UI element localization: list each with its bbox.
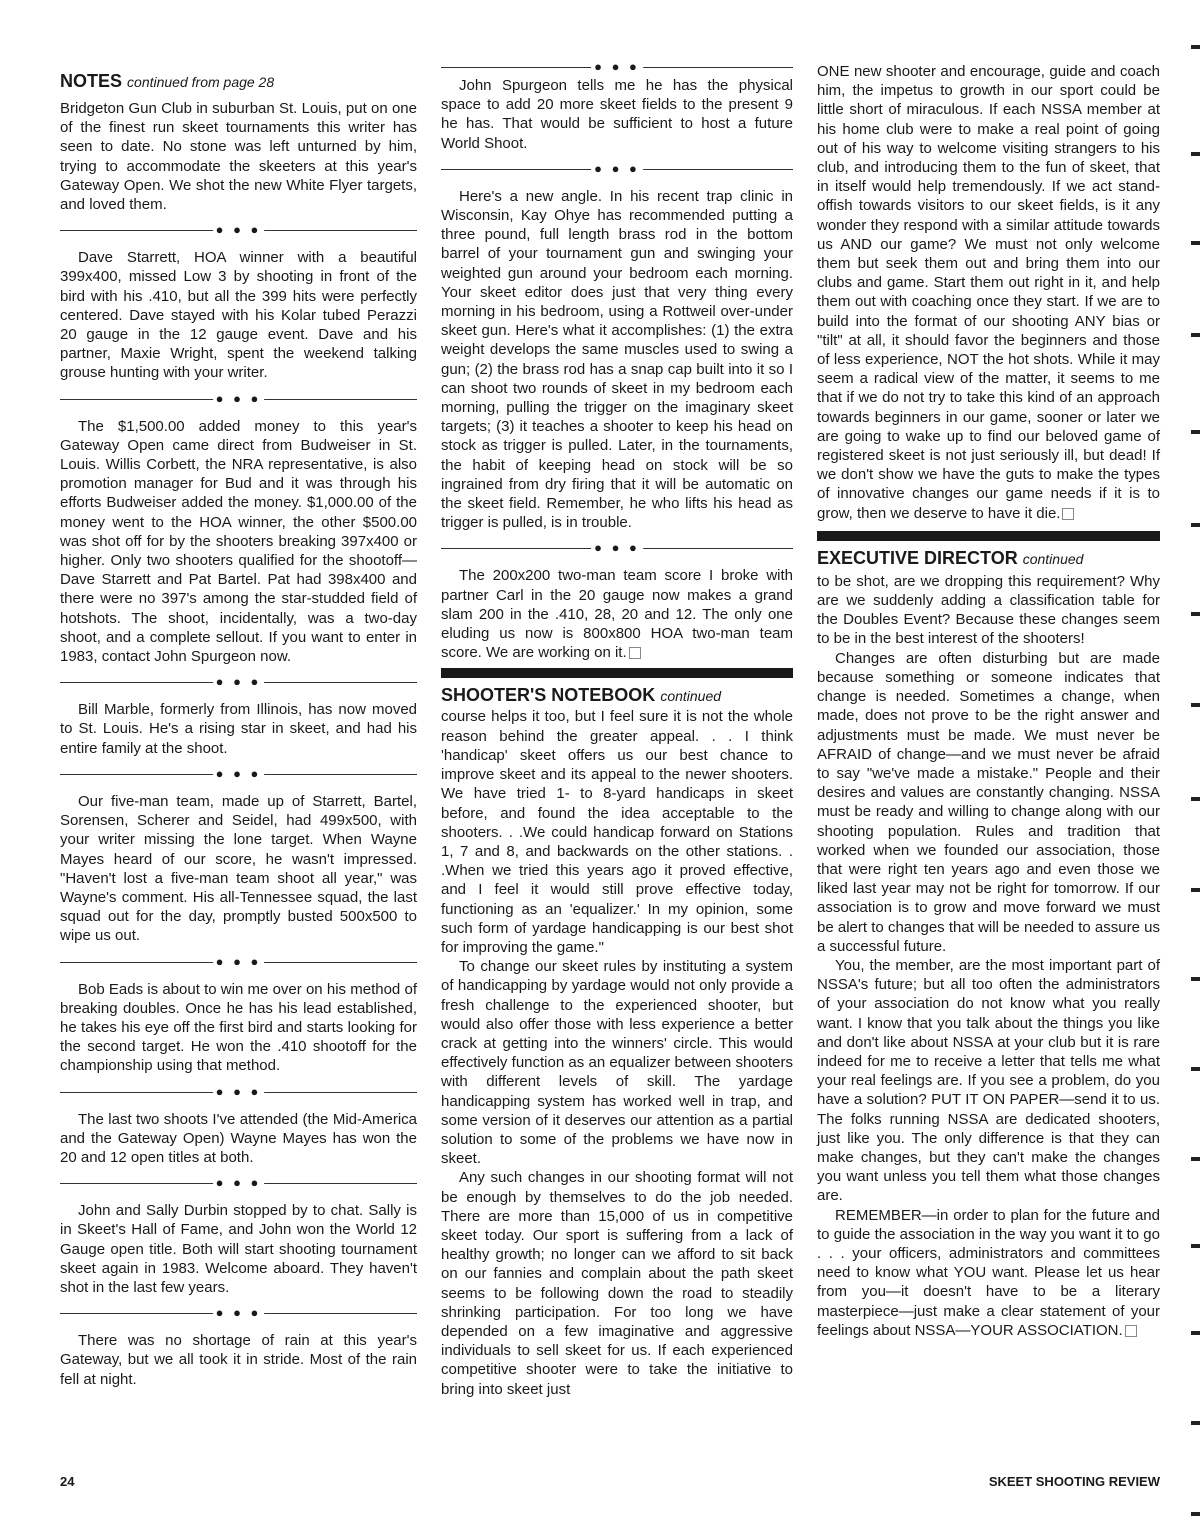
notes-paragraph: Dave Starrett, HOA winner with a beautiful 399x400, missed Low 3 by shooting in front of the bird with his .410, but all the 399 hits were perfectly centered. Dave stayed with his Kolar tubed Perazzi 20 gauge in the 12 gauge event. Dave and his partner, Maxie Wright, spent the weekend talking grouse hunting with your writer. [60, 249, 417, 382]
column-3 [817, 58, 1160, 1340]
notes-paragraph: John Spurgeon tells me he has the physical space to add 20 more skeet fields to the present 9 he has. That would be sufficient to host a future World Shoot. [441, 77, 793, 152]
column-1 [60, 70, 417, 1389]
separator: ● ● ● [60, 383, 417, 417]
edge-mark [1191, 888, 1200, 892]
shooters-notebook-heading [441, 684, 793, 707]
shooters-notebook-title: SHOOTER'S NOTEBOOK [441, 685, 656, 706]
notes-paragraph: John and Sally Durbin stopped by to chat. Sally is in Skeet's Hall of Fame, and John won the World 12 Gauge open title. Both will start shooting tournament skeet again in 1983. Welcome aboard. They haven't shot in the last few years. [60, 1202, 417, 1296]
separator: ● ● ● [60, 214, 417, 248]
notebook-paragraph: To change our skeet rules by instituting a system of handicapping by yardage would not only provide a fresh challenge to the experienced shooter, but would also offer those with less experience a better crack at getting into the winners' circle. This would effectively function as an equalizer between shooters with different levels of skill. The yardage handicapping system has worked well in trap, and some version of it deserves our attention as a partial solution to some of the problems we have now in skeet. [441, 958, 793, 1168]
edge-mark [1191, 1512, 1200, 1516]
executive-director-continued: continued [1022, 550, 1084, 567]
edge-mark [1191, 45, 1200, 49]
separator: ● ● ● [441, 58, 793, 76]
executive-paragraph: REMEMBER—in order to plan for the future and to guide the association in the way you want it to go . . . your officers, administrators and committees need to know what YOU want. Please let us hear from you—it doesn't have to be a literary masterpiece—just make a clear statement of your feelings about NSSA—YOUR ASSOCIATION. [817, 1206, 1160, 1339]
separator: ● ● ● [60, 666, 417, 700]
separator: ● ● ● [441, 532, 793, 566]
notes-heading [60, 70, 417, 93]
notebook-paragraph: Any such changes in our shooting format will not be enough by themselves to do the job needed. There are more than 15,000 of us in competitive skeet today. Our sport is suffering from a lack of healthy growth; no longer can we afford to sit back on our fannies and complain about the path skeet seems to be following down the road to steadily shrinking participation. For too long we have depended on a few imaginative and aggressive individuals to sell skeet for us. If each experienced competitive shooter were to take the initiative to bring into skeet just [441, 1169, 793, 1398]
notes-title: NOTES [60, 71, 123, 91]
shooters-notebook-continued: continued [660, 688, 722, 705]
notes-paragraph: Our five-man team, made up of Starrett, Bartel, Sorensen, Scherer and Seidel, had 499x500, with your writer missing the lone target. When Wayne Mayes heard of our score, he wasn't impressed. "Haven't lost a five-man team shoot all year," was Wayne's comment. His all-Tennessee squad, the last squad out for the day, promptly busted 500x500 to wipe us out. [60, 792, 417, 945]
notebook-paragraph: ONE new shooter and encourage, guide and coach him, the impetus to growth in our sport could be little short of miraculous. If each NSSA member at his home club were to make a real point of going out of his way to welcome visiting strangers to his club, and introducing them to the fun of skeet, that in itself would help tremendously. If we act stand-offish towards visitors to our skeet fields, is it any wonder they respond with a similar attitude towards us AND our game? We must not only welcome them but seek them out and bring them into our clubs and game. Start them out right in it, and help them out with coaching once they start. If we are to build into the format of our shooting ANY bias or "tilt" at all, it should favor the beginners and those of less experience, NOT the hot shots. While it may seem a radical view of the matter, it seems to me that if we do not try to take this kind of an approach towards beginners in our game, sooner or later we are going to wake up to find our beloved game of registered skeet is not just seriously ill, but dead! If we don't show we have the guts to make the types of innovative changes our game needs if it is to grow, then we deserve to have it die. [817, 63, 1160, 522]
edge-mark [1191, 1067, 1200, 1071]
end-mark-icon [1125, 1325, 1137, 1337]
separator: ● ● ● [60, 946, 417, 980]
separator: ● ● ● [60, 758, 417, 792]
executive-paragraph: Changes are often disturbing but are made because something or someone indicates that change is needed. Sometimes a change, when made, does not prove to be the right answer and adjustments must be made. We must never be AFRAID of change—and we must never be afraid to say "we've made a mistake." People and their desires and values are constantly changing. NSSA must be ready and willing to change along with our shooting population. Rules and tradition that worked when we founded our association, those that were right ten years ago and even those we liked last year may not be right for tomorrow. If our association is to grow and move forward we must be alert to changes that will be needed to assure us a successful future. [817, 649, 1160, 955]
edge-mark [1191, 977, 1200, 981]
section-rule [441, 668, 793, 678]
edge-mark [1191, 1331, 1200, 1335]
edge-mark [1191, 333, 1200, 337]
edge-mark [1191, 523, 1200, 527]
edge-mark [1191, 1244, 1200, 1248]
page-number: 24 [60, 1474, 75, 1489]
notes-paragraph: The $1,500.00 added money to this year's Gateway Open came direct from Budweiser in St. Louis. Willis Corbett, the NRA representative, is also promotion manager for Bud and it was through his efforts Budweiser added the money. $1,000.00 of the money went to the HOA winner, the other $500.00 was shot off for by the shooters breaking 397x400 or higher. Only two shooters qualified for the shootoff—Dave Starrett and Pat Bartel. Pat had 398x400 and there were no 397's among the star-studded field of hotshots. The shoot, incidentally, was a two-day shoot, and a complete sellout. If you want to enter in 1983, contact John Spurgeon now. [60, 417, 417, 666]
notes-paragraph: Bill Marble, formerly from Illinois, has now moved to St. Louis. He's a rising star in skeet, and had his entire family at the shoot. [60, 701, 417, 757]
edge-mark [1191, 152, 1200, 156]
executive-paragraph: to be shot, are we dropping this requirement? Why are we suddenly adding a classification table for the Doubles Event? Because these changes seem to be in the best interest of the shooters! [817, 572, 1160, 648]
executive-director-heading [817, 547, 1160, 570]
executive-paragraph: You, the member, are the most important part of NSSA's future; but all too often the administrators of your association do not know what you really want. I know that you talk about the things you like and don't like about NSSA at your club but it is rare indeed for me to receive a letter that tells me what your real feelings are. If you see a problem, do you have a solution? PUT IT ON PAPER—send it to us. The folks running NSSA are dedicated shooters, just like you. The only difference is that they can make changes, but they can't make the changes you want unless you tell them what those changes are. [817, 956, 1160, 1205]
separator: ● ● ● [60, 1076, 417, 1110]
notes-continued: continued from page 28 [127, 74, 275, 90]
notes-paragraph: Here's a new angle. In his recent trap clinic in Wisconsin, Kay Ohye has recommended putting a three pound, full length brass rod in the bottom barrel of your tournament gun and swinging your weighted gun around your bedroom each morning. Your skeet editor does just that very thing every morning in his bedroom, using a Rottweil over-under skeet gun. Here's what it accomplishes: (1) the extra weight develops the same muscles used to swing a gun; (2) the brass rod has a snap cap built into it so I can shoot two rounds of skeet in my bedroom each morning, pulling the trigger on the imaginary skeet targets; (3) it teaches a shooter to keep his head on stock as trigger is pulled. Later, in the tournaments, the habit of keeping head on stock will be so ingrained from dry firing that it will be automatic on the skeet field. Remember, he who lifts his head as trigger is pulled, is in trouble. [441, 187, 793, 532]
section-rule [817, 531, 1160, 541]
separator: ● ● ● [441, 153, 793, 187]
end-mark-icon [629, 647, 641, 659]
notes-paragraph: Bob Eads is about to win me over on his method of breaking doubles. Once he has his lead established, he takes his eye off the first bird and starts looking for the second target. He won the .410 shootoff for the championship using that method. [60, 980, 417, 1075]
edge-mark [1191, 1157, 1200, 1161]
magazine-name: SKEET SHOOTING REVIEW [988, 1474, 1160, 1489]
notebook-paragraph: course helps it too, but I feel sure it is not the whole reason behind the greater appeal. . . I think 'handicap' skeet offers us our best chance to improve skeet and its appeal to the newer shooters. We have tried 1- to 8-yard handicaps in skeet before, and found the idea acceptable to the shooters. . .We could handicap forward on Stations 1, 7 and 8, and backwards on the other stations. . .When we tried this years ago it proved effective, and I feel it would still prove effective today, functioning as an 'equalizer.' In my opinion, some such form of yardage handicapping is our best shot for improving the game." [441, 708, 793, 956]
column-2 [441, 58, 793, 1399]
edge-mark [1191, 241, 1200, 245]
notes-paragraph: Bridgeton Gun Club in suburban St. Louis, put on one of the finest run skeet tournaments this writer has seen to date. No stone was left unturned by him, trying to accommodate the skeeters at this year's Gateway Open. We shot the new White Flyer targets, and loved them. [60, 100, 417, 214]
edge-mark [1191, 430, 1200, 434]
edge-mark [1191, 612, 1200, 616]
end-mark-icon [1062, 508, 1074, 520]
notes-paragraph: There was no shortage of rain at this year's Gateway, but we all took it in stride. Most of the rain fell at night. [60, 1332, 417, 1388]
edge-mark [1191, 1421, 1200, 1425]
edge-mark [1191, 703, 1200, 707]
notes-paragraph: The 200x200 two-man team score I broke with partner Carl in the 20 gauge now makes a grand slam 200 in the .410, 28, 20 and 12. The only one eluding us now is 800x800 HOA two-man team score. We are working on it. [441, 567, 793, 662]
separator: ● ● ● [60, 1297, 417, 1331]
separator: ● ● ● [60, 1167, 417, 1201]
executive-director-title: EXECUTIVE DIRECTOR [817, 547, 1018, 568]
edge-mark [1191, 797, 1200, 801]
notes-paragraph: The last two shoots I've attended (the Mid-America and the Gateway Open) Wayne Mayes has won the 20 and 12 open titles at both. [60, 1110, 417, 1166]
